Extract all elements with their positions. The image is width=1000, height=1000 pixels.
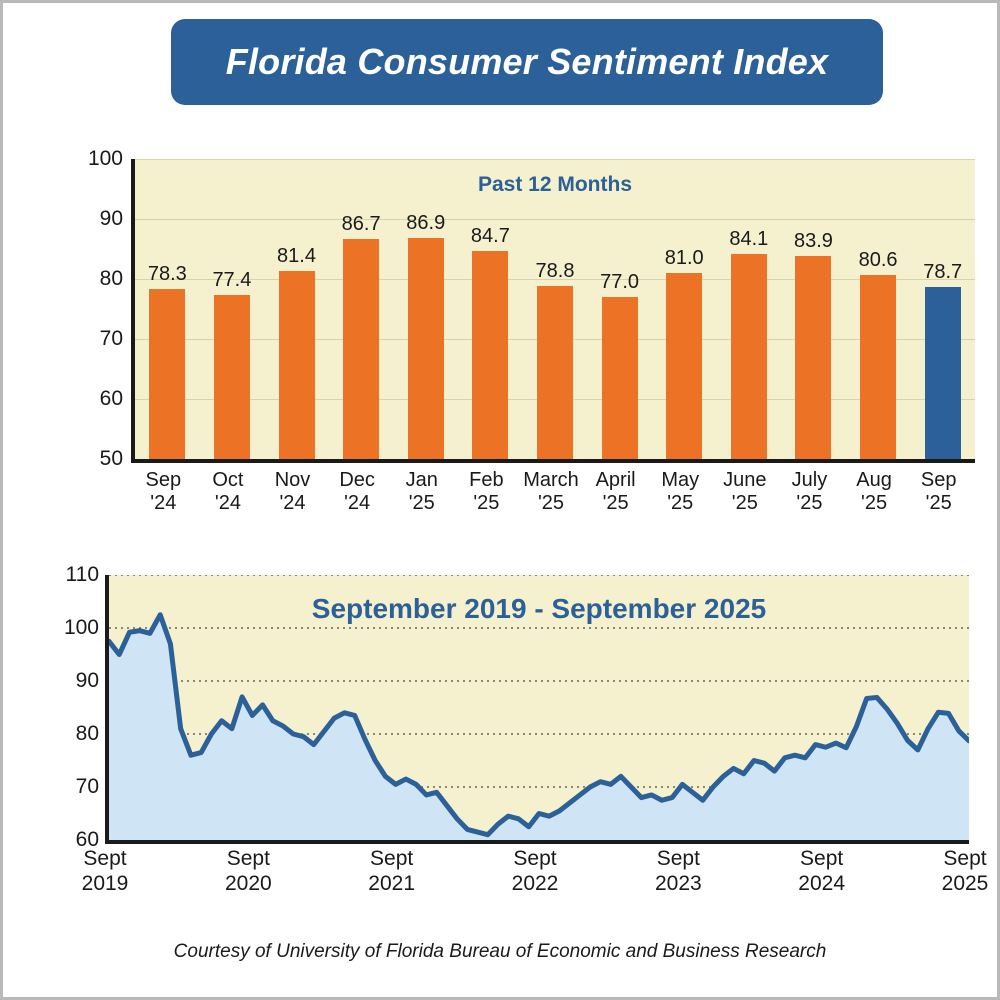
bar-chart bbox=[63, 147, 963, 541]
bar-column bbox=[717, 159, 782, 459]
y-axis-tick-label: 70 bbox=[75, 775, 99, 798]
bar-column bbox=[393, 159, 458, 459]
y-axis-tick-label: 80 bbox=[99, 267, 123, 290]
x-axis-tick-label: July '25 bbox=[791, 469, 828, 515]
bar-column bbox=[264, 159, 329, 459]
bar-value-label: 84.1 bbox=[729, 228, 769, 251]
bar-value-label: 78.8 bbox=[535, 260, 575, 283]
y-axis-tick-label: 80 bbox=[75, 722, 99, 745]
bar-column bbox=[329, 159, 394, 459]
bar-column bbox=[652, 159, 717, 459]
bar bbox=[472, 251, 508, 459]
y-axis-tick-label: 50 bbox=[99, 447, 123, 470]
title-banner bbox=[171, 19, 883, 105]
y-axis-tick-label: 70 bbox=[99, 327, 123, 350]
line-chart-subtitle: September 2019 - September 2025 bbox=[311, 593, 767, 624]
bar-column bbox=[910, 159, 975, 459]
bar-value-label: 78.3 bbox=[147, 263, 187, 286]
line-chart bbox=[31, 563, 989, 945]
y-axis-tick-label: 90 bbox=[99, 207, 123, 230]
bar bbox=[860, 275, 896, 459]
y-axis-tick-label: 100 bbox=[63, 616, 99, 639]
bar bbox=[537, 286, 573, 459]
x-axis-tick-label: Aug '25 bbox=[856, 469, 892, 515]
x-axis-tick-label: June '25 bbox=[723, 469, 767, 515]
bar-value-label: 86.9 bbox=[406, 211, 446, 234]
x-axis-tick-label: Jan '25 bbox=[405, 469, 438, 515]
x-axis-tick-label: Sept 2024 bbox=[798, 847, 846, 895]
bar bbox=[666, 273, 702, 459]
x-axis-tick-label: May '25 bbox=[661, 469, 700, 515]
x-axis-tick-label: Dec '24 bbox=[339, 469, 375, 515]
x-axis-tick-label: Sept 2023 bbox=[654, 847, 702, 895]
bar bbox=[149, 289, 185, 459]
bar-value-label: 77.4 bbox=[212, 268, 252, 291]
bar-value-label: 78.7 bbox=[923, 260, 963, 283]
bar-chart-plot-area bbox=[131, 159, 975, 463]
x-axis-tick-label: Sept 2019 bbox=[81, 847, 129, 895]
bar-value-label: 86.7 bbox=[341, 212, 381, 235]
y-axis-tick-label: 60 bbox=[99, 387, 123, 410]
bar bbox=[279, 271, 315, 459]
bar-column bbox=[458, 159, 523, 459]
y-axis-tick-label: 60 bbox=[75, 828, 99, 851]
bar-column bbox=[846, 159, 911, 459]
x-axis-tick-label: Sep '25 bbox=[920, 469, 957, 515]
line-chart-series bbox=[109, 575, 969, 840]
bar bbox=[925, 287, 961, 459]
bar-value-label: 77.0 bbox=[600, 271, 640, 293]
y-axis-tick-label: 110 bbox=[65, 563, 99, 586]
bar-value-label: 80.6 bbox=[858, 249, 898, 272]
bar-value-label: 83.9 bbox=[793, 229, 833, 252]
x-axis-tick-label: April '25 bbox=[595, 469, 636, 515]
x-axis-tick-label: Sept 2020 bbox=[224, 847, 272, 895]
bar bbox=[795, 256, 831, 459]
x-axis-tick-label: Sept 2025 bbox=[941, 847, 989, 895]
bar bbox=[408, 238, 444, 459]
bar bbox=[731, 254, 767, 459]
line-chart-area-fill bbox=[109, 615, 969, 840]
x-axis-tick-label: Feb '25 bbox=[469, 469, 504, 515]
x-axis-tick-label: Sept 2022 bbox=[511, 847, 559, 895]
bar-chart-subtitle: Past 12 Months bbox=[477, 173, 633, 196]
line-chart-plot-area bbox=[105, 575, 969, 844]
x-axis-tick-label: Sep '24 bbox=[145, 469, 182, 515]
bar bbox=[602, 297, 638, 459]
bar-column bbox=[781, 159, 846, 459]
bar-value-label: 81.4 bbox=[277, 244, 316, 267]
bar-value-label: 84.7 bbox=[470, 224, 510, 247]
y-axis-tick-label: 90 bbox=[75, 669, 99, 692]
page-title: Florida Consumer Sentiment Index bbox=[225, 41, 829, 82]
bar-column bbox=[523, 159, 588, 459]
y-axis-tick-label: 100 bbox=[87, 147, 123, 170]
bar-column bbox=[200, 159, 265, 459]
footer-credit: Courtesy of University of Florida Bureau of Economic and Business Research bbox=[173, 941, 827, 962]
bar-value-label: 81.0 bbox=[664, 247, 704, 269]
bar bbox=[343, 239, 379, 459]
bar bbox=[214, 295, 250, 459]
x-axis-tick-label: Sept 2021 bbox=[368, 847, 416, 895]
x-axis-tick-label: Oct '24 bbox=[212, 469, 244, 515]
x-axis-tick-label: March '25 bbox=[523, 469, 579, 515]
bar-column bbox=[135, 159, 200, 459]
bar-column bbox=[587, 159, 652, 459]
x-axis-tick-label: Nov '24 bbox=[274, 469, 311, 515]
